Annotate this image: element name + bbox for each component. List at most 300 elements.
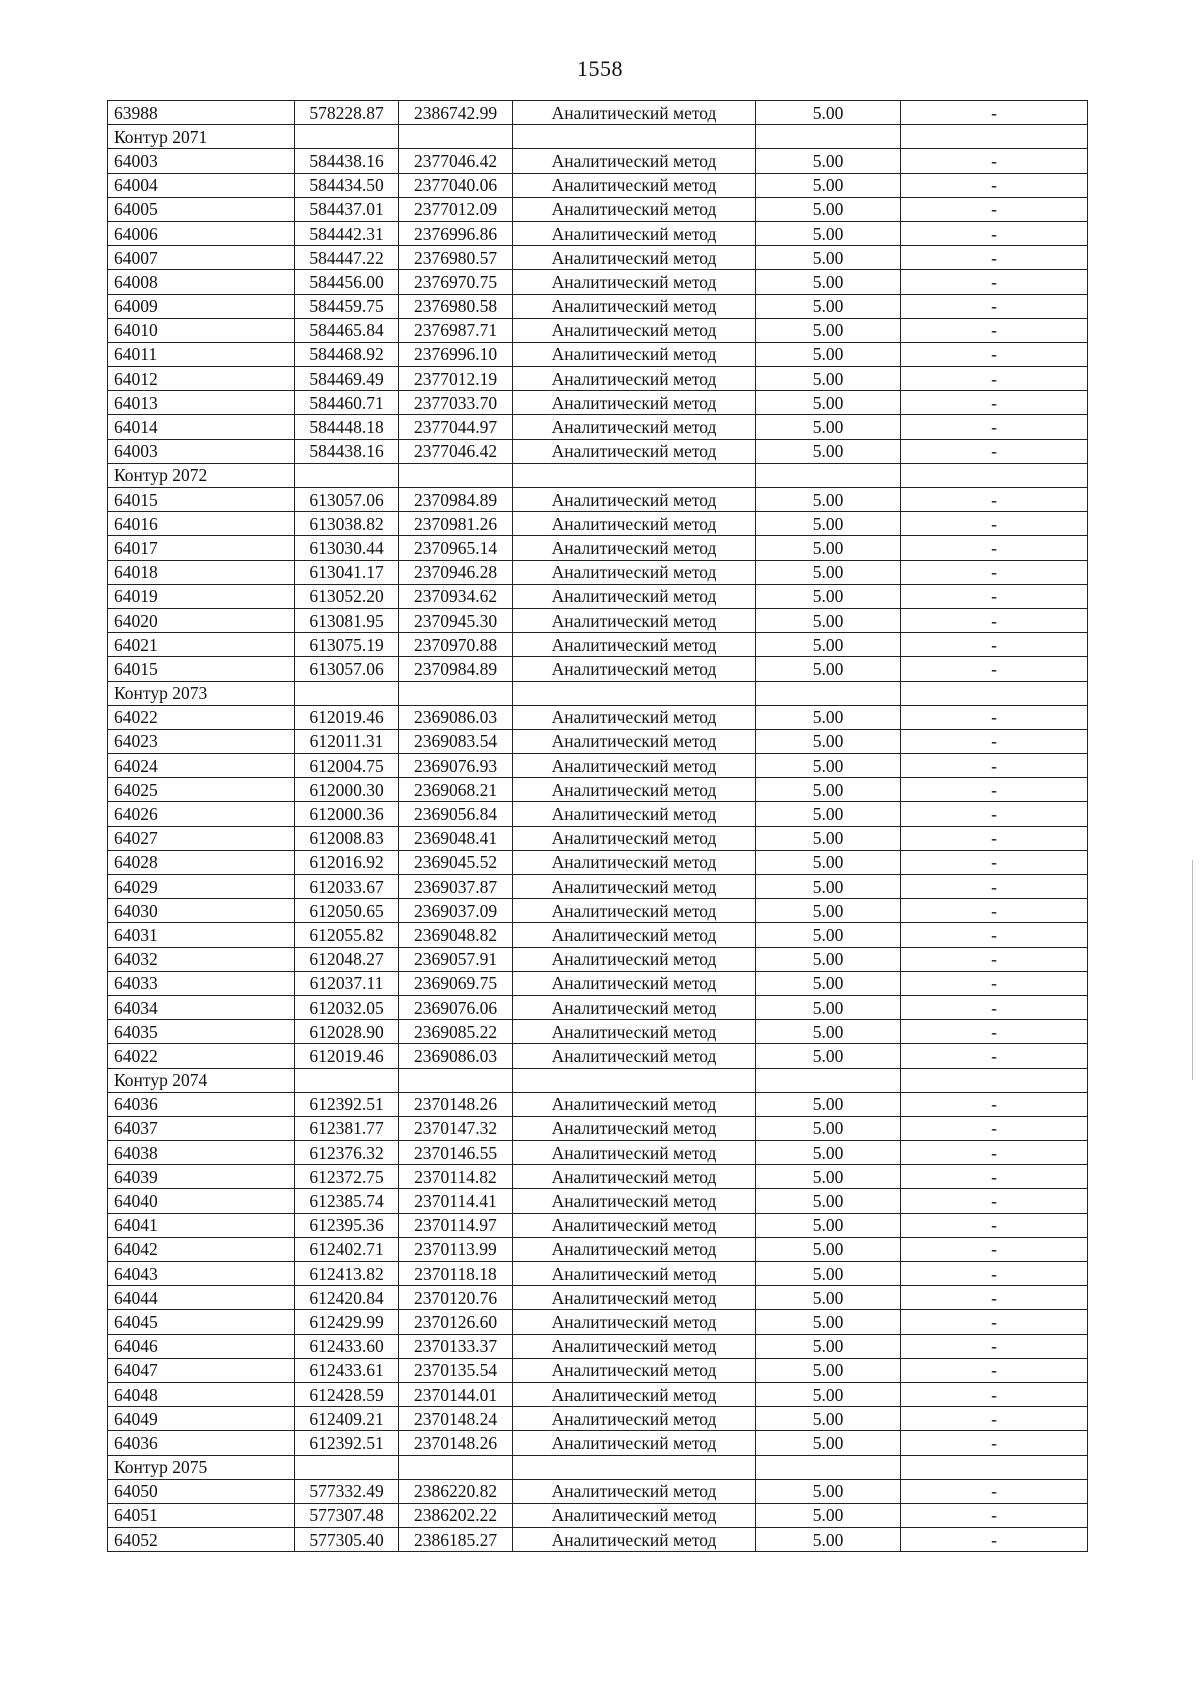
x-coordinate-cell: 612433.61 (295, 1358, 399, 1382)
table-row (108, 1044, 1088, 1068)
accuracy-cell: 5.00 (756, 221, 901, 245)
table-row (108, 1237, 1088, 1261)
table-row (108, 923, 1088, 947)
x-coordinate-cell: 612409.21 (295, 1407, 399, 1431)
y-coordinate-cell: 2377012.19 (399, 367, 513, 391)
accuracy-cell: 5.00 (756, 512, 901, 536)
accuracy-cell: 5.00 (756, 391, 901, 415)
contour-header-row (108, 1455, 1088, 1479)
note-cell: - (901, 1189, 1088, 1213)
table-row (108, 391, 1088, 415)
point-id-cell: 64015 (108, 488, 295, 512)
method-cell: Аналитический метод (513, 608, 756, 632)
accuracy-cell: 5.00 (756, 608, 901, 632)
accuracy-cell: 5.00 (756, 173, 901, 197)
point-id-cell: 64035 (108, 1020, 295, 1044)
accuracy-cell: 5.00 (756, 899, 901, 923)
table-row (108, 754, 1088, 778)
point-id-cell: 64027 (108, 826, 295, 850)
x-coordinate-cell: 612037.11 (295, 971, 399, 995)
point-id-cell: 64051 (108, 1503, 295, 1527)
method-cell: Аналитический метод (513, 1165, 756, 1189)
method-cell: Аналитический метод (513, 342, 756, 366)
empty-cell (756, 681, 901, 705)
empty-cell (756, 1068, 901, 1092)
y-coordinate-cell: 2370120.76 (399, 1286, 513, 1310)
page-number: 1558 (577, 56, 623, 81)
y-coordinate-cell: 2386202.22 (399, 1503, 513, 1527)
y-coordinate-cell: 2370118.18 (399, 1262, 513, 1286)
table-row (108, 536, 1088, 560)
empty-cell (295, 1068, 399, 1092)
empty-cell (901, 463, 1088, 487)
table-row (108, 1286, 1088, 1310)
x-coordinate-cell: 613075.19 (295, 633, 399, 657)
note-cell: - (901, 512, 1088, 536)
point-id-cell: 64004 (108, 173, 295, 197)
empty-cell (399, 1068, 513, 1092)
coordinates-table-container (107, 100, 1087, 1552)
x-coordinate-cell: 584434.50 (295, 173, 399, 197)
accuracy-cell: 5.00 (756, 1044, 901, 1068)
table-row (108, 875, 1088, 899)
accuracy-cell: 5.00 (756, 705, 901, 729)
y-coordinate-cell: 2369076.93 (399, 754, 513, 778)
x-coordinate-cell: 612000.30 (295, 778, 399, 802)
table-row (108, 488, 1088, 512)
point-id-cell: 64033 (108, 971, 295, 995)
x-coordinate-cell: 612000.36 (295, 802, 399, 826)
note-cell: - (901, 1237, 1088, 1261)
x-coordinate-cell: 584456.00 (295, 270, 399, 294)
method-cell: Аналитический метод (513, 657, 756, 681)
note-cell: - (901, 923, 1088, 947)
note-cell: - (901, 367, 1088, 391)
y-coordinate-cell: 2369085.22 (399, 1020, 513, 1044)
x-coordinate-cell: 584438.16 (295, 439, 399, 463)
point-id-cell: 64025 (108, 778, 295, 802)
method-cell: Аналитический метод (513, 1116, 756, 1140)
contour-header-row (108, 1068, 1088, 1092)
table-row (108, 342, 1088, 366)
note-cell: - (901, 754, 1088, 778)
y-coordinate-cell: 2370148.26 (399, 1431, 513, 1455)
accuracy-cell: 5.00 (756, 923, 901, 947)
empty-cell (513, 125, 756, 149)
point-id-cell: 64039 (108, 1165, 295, 1189)
method-cell: Аналитический метод (513, 754, 756, 778)
x-coordinate-cell: 613057.06 (295, 657, 399, 681)
table-row (108, 221, 1088, 245)
note-cell: - (901, 1092, 1088, 1116)
x-coordinate-cell: 612048.27 (295, 947, 399, 971)
point-id-cell: 64046 (108, 1334, 295, 1358)
table-row (108, 1358, 1088, 1382)
method-cell: Аналитический метод (513, 826, 756, 850)
accuracy-cell: 5.00 (756, 850, 901, 874)
note-cell: - (901, 947, 1088, 971)
accuracy-cell: 5.00 (756, 415, 901, 439)
empty-cell (399, 1455, 513, 1479)
x-coordinate-cell: 577332.49 (295, 1479, 399, 1503)
method-cell: Аналитический метод (513, 1407, 756, 1431)
table-row (108, 608, 1088, 632)
note-cell: - (901, 101, 1088, 125)
table-row (108, 1189, 1088, 1213)
note-cell: - (901, 729, 1088, 753)
table-row (108, 1116, 1088, 1140)
point-id-cell: 64012 (108, 367, 295, 391)
y-coordinate-cell: 2377033.70 (399, 391, 513, 415)
note-cell: - (901, 1431, 1088, 1455)
y-coordinate-cell: 2369048.82 (399, 923, 513, 947)
point-id-cell: 64042 (108, 1237, 295, 1261)
note-cell: - (901, 1407, 1088, 1431)
method-cell: Аналитический метод (513, 705, 756, 729)
contour-label: Контур 2073 (108, 681, 295, 705)
accuracy-cell: 5.00 (756, 875, 901, 899)
note-cell: - (901, 342, 1088, 366)
y-coordinate-cell: 2386742.99 (399, 101, 513, 125)
method-cell: Аналитический метод (513, 875, 756, 899)
x-coordinate-cell: 613081.95 (295, 608, 399, 632)
method-cell: Аналитический метод (513, 899, 756, 923)
empty-cell (756, 1455, 901, 1479)
point-id-cell: 64011 (108, 342, 295, 366)
x-coordinate-cell: 612433.60 (295, 1334, 399, 1358)
accuracy-cell: 5.00 (756, 1189, 901, 1213)
method-cell: Аналитический метод (513, 270, 756, 294)
point-id-cell: 64028 (108, 850, 295, 874)
y-coordinate-cell: 2370114.41 (399, 1189, 513, 1213)
point-id-cell: 64037 (108, 1116, 295, 1140)
method-cell: Аналитический метод (513, 367, 756, 391)
method-cell: Аналитический метод (513, 1189, 756, 1213)
method-cell: Аналитический метод (513, 1262, 756, 1286)
x-coordinate-cell: 612050.65 (295, 899, 399, 923)
method-cell: Аналитический метод (513, 294, 756, 318)
x-coordinate-cell: 612372.75 (295, 1165, 399, 1189)
method-cell: Аналитический метод (513, 1092, 756, 1116)
x-coordinate-cell: 612032.05 (295, 995, 399, 1019)
point-id-cell: 64017 (108, 536, 295, 560)
method-cell: Аналитический метод (513, 633, 756, 657)
accuracy-cell: 5.00 (756, 1479, 901, 1503)
table-row (108, 826, 1088, 850)
accuracy-cell: 5.00 (756, 1116, 901, 1140)
accuracy-cell: 5.00 (756, 1262, 901, 1286)
accuracy-cell: 5.00 (756, 439, 901, 463)
point-id-cell: 64029 (108, 875, 295, 899)
table-row (108, 197, 1088, 221)
method-cell: Аналитический метод (513, 512, 756, 536)
contour-header-row (108, 681, 1088, 705)
point-id-cell: 64032 (108, 947, 295, 971)
x-coordinate-cell: 612004.75 (295, 754, 399, 778)
method-cell: Аналитический метод (513, 246, 756, 270)
point-id-cell: 64047 (108, 1358, 295, 1382)
accuracy-cell: 5.00 (756, 1092, 901, 1116)
note-cell: - (901, 875, 1088, 899)
x-coordinate-cell: 584438.16 (295, 149, 399, 173)
empty-cell (295, 125, 399, 149)
note-cell: - (901, 1116, 1088, 1140)
empty-cell (295, 1455, 399, 1479)
accuracy-cell: 5.00 (756, 754, 901, 778)
y-coordinate-cell: 2377044.97 (399, 415, 513, 439)
point-id-cell: 64003 (108, 439, 295, 463)
y-coordinate-cell: 2376996.10 (399, 342, 513, 366)
contour-label: Контур 2071 (108, 125, 295, 149)
x-coordinate-cell: 612011.31 (295, 729, 399, 753)
accuracy-cell: 5.00 (756, 318, 901, 342)
x-coordinate-cell: 612413.82 (295, 1262, 399, 1286)
accuracy-cell: 5.00 (756, 826, 901, 850)
empty-cell (295, 463, 399, 487)
method-cell: Аналитический метод (513, 439, 756, 463)
accuracy-cell: 5.00 (756, 560, 901, 584)
method-cell: Аналитический метод (513, 391, 756, 415)
note-cell: - (901, 1334, 1088, 1358)
x-coordinate-cell: 577305.40 (295, 1528, 399, 1552)
empty-cell (513, 1455, 756, 1479)
x-coordinate-cell: 613030.44 (295, 536, 399, 560)
accuracy-cell: 5.00 (756, 657, 901, 681)
point-id-cell: 64020 (108, 608, 295, 632)
table-row (108, 1092, 1088, 1116)
point-id-cell: 64015 (108, 657, 295, 681)
method-cell: Аналитический метод (513, 1020, 756, 1044)
method-cell: Аналитический метод (513, 536, 756, 560)
y-coordinate-cell: 2370148.24 (399, 1407, 513, 1431)
point-id-cell: 64036 (108, 1092, 295, 1116)
accuracy-cell: 5.00 (756, 1334, 901, 1358)
y-coordinate-cell: 2377012.09 (399, 197, 513, 221)
note-cell: - (901, 391, 1088, 415)
x-coordinate-cell: 584465.84 (295, 318, 399, 342)
point-id-cell: 64026 (108, 802, 295, 826)
note-cell: - (901, 536, 1088, 560)
table-row (108, 995, 1088, 1019)
accuracy-cell: 5.00 (756, 197, 901, 221)
note-cell: - (901, 246, 1088, 270)
note-cell: - (901, 1310, 1088, 1334)
contour-header-row (108, 125, 1088, 149)
method-cell: Аналитический метод (513, 1528, 756, 1552)
y-coordinate-cell: 2369076.06 (399, 995, 513, 1019)
x-coordinate-cell: 612016.92 (295, 850, 399, 874)
note-cell: - (901, 802, 1088, 826)
point-id-cell: 64005 (108, 197, 295, 221)
empty-cell (399, 681, 513, 705)
method-cell: Аналитический метод (513, 995, 756, 1019)
note-cell: - (901, 318, 1088, 342)
x-coordinate-cell: 612385.74 (295, 1189, 399, 1213)
contour-label: Контур 2074 (108, 1068, 295, 1092)
x-coordinate-cell: 613052.20 (295, 584, 399, 608)
point-id-cell: 63988 (108, 101, 295, 125)
y-coordinate-cell: 2369069.75 (399, 971, 513, 995)
method-cell: Аналитический метод (513, 221, 756, 245)
point-id-cell: 64036 (108, 1431, 295, 1455)
point-id-cell: 64030 (108, 899, 295, 923)
y-coordinate-cell: 2370984.89 (399, 488, 513, 512)
accuracy-cell: 5.00 (756, 778, 901, 802)
note-cell: - (901, 1286, 1088, 1310)
y-coordinate-cell: 2370114.97 (399, 1213, 513, 1237)
x-coordinate-cell: 612019.46 (295, 705, 399, 729)
point-id-cell: 64048 (108, 1382, 295, 1406)
x-coordinate-cell: 612008.83 (295, 826, 399, 850)
y-coordinate-cell: 2377046.42 (399, 149, 513, 173)
note-cell: - (901, 560, 1088, 584)
note-cell: - (901, 149, 1088, 173)
y-coordinate-cell: 2377040.06 (399, 173, 513, 197)
accuracy-cell: 5.00 (756, 1213, 901, 1237)
method-cell: Аналитический метод (513, 1213, 756, 1237)
note-cell: - (901, 1213, 1088, 1237)
point-id-cell: 64018 (108, 560, 295, 584)
table-row (108, 778, 1088, 802)
y-coordinate-cell: 2369083.54 (399, 729, 513, 753)
x-coordinate-cell: 612392.51 (295, 1092, 399, 1116)
table-row (108, 1213, 1088, 1237)
point-id-cell: 64045 (108, 1310, 295, 1334)
accuracy-cell: 5.00 (756, 342, 901, 366)
point-id-cell: 64052 (108, 1528, 295, 1552)
note-cell: - (901, 1165, 1088, 1189)
y-coordinate-cell: 2370148.26 (399, 1092, 513, 1116)
table-row (108, 415, 1088, 439)
table-row (108, 560, 1088, 584)
method-cell: Аналитический метод (513, 560, 756, 584)
accuracy-cell: 5.00 (756, 1020, 901, 1044)
table-row (108, 1165, 1088, 1189)
accuracy-cell: 5.00 (756, 149, 901, 173)
y-coordinate-cell: 2369086.03 (399, 1044, 513, 1068)
table-row (108, 101, 1088, 125)
point-id-cell: 64013 (108, 391, 295, 415)
x-coordinate-cell: 584469.49 (295, 367, 399, 391)
point-id-cell: 64031 (108, 923, 295, 947)
note-cell: - (901, 995, 1088, 1019)
accuracy-cell: 5.00 (756, 1528, 901, 1552)
method-cell: Аналитический метод (513, 850, 756, 874)
x-coordinate-cell: 584437.01 (295, 197, 399, 221)
y-coordinate-cell: 2370981.26 (399, 512, 513, 536)
table-row (108, 1382, 1088, 1406)
point-id-cell: 64007 (108, 246, 295, 270)
accuracy-cell: 5.00 (756, 246, 901, 270)
point-id-cell: 64014 (108, 415, 295, 439)
note-cell: - (901, 826, 1088, 850)
y-coordinate-cell: 2369037.09 (399, 899, 513, 923)
accuracy-cell: 5.00 (756, 1431, 901, 1455)
y-coordinate-cell: 2370965.14 (399, 536, 513, 560)
coordinates-table (107, 100, 1088, 1552)
point-id-cell: 64009 (108, 294, 295, 318)
x-coordinate-cell: 612376.32 (295, 1141, 399, 1165)
point-id-cell: 64022 (108, 1044, 295, 1068)
y-coordinate-cell: 2370113.99 (399, 1237, 513, 1261)
note-cell: - (901, 584, 1088, 608)
y-coordinate-cell: 2369045.52 (399, 850, 513, 874)
accuracy-cell: 5.00 (756, 1358, 901, 1382)
note-cell: - (901, 705, 1088, 729)
accuracy-cell: 5.00 (756, 488, 901, 512)
x-coordinate-cell: 612055.82 (295, 923, 399, 947)
table-row (108, 850, 1088, 874)
point-id-cell: 64041 (108, 1213, 295, 1237)
x-coordinate-cell: 613041.17 (295, 560, 399, 584)
x-coordinate-cell: 612033.67 (295, 875, 399, 899)
note-cell: - (901, 488, 1088, 512)
accuracy-cell: 5.00 (756, 802, 901, 826)
method-cell: Аналитический метод (513, 1286, 756, 1310)
y-coordinate-cell: 2370984.89 (399, 657, 513, 681)
contour-label: Контур 2072 (108, 463, 295, 487)
y-coordinate-cell: 2370147.32 (399, 1116, 513, 1140)
accuracy-cell: 5.00 (756, 947, 901, 971)
x-coordinate-cell: 577307.48 (295, 1503, 399, 1527)
table-row (108, 1503, 1088, 1527)
table-row (108, 705, 1088, 729)
accuracy-cell: 5.00 (756, 1165, 901, 1189)
accuracy-cell: 5.00 (756, 367, 901, 391)
y-coordinate-cell: 2376987.71 (399, 318, 513, 342)
accuracy-cell: 5.00 (756, 1237, 901, 1261)
point-id-cell: 64006 (108, 221, 295, 245)
y-coordinate-cell: 2376980.58 (399, 294, 513, 318)
method-cell: Аналитический метод (513, 1382, 756, 1406)
accuracy-cell: 5.00 (756, 1503, 901, 1527)
x-coordinate-cell: 584447.22 (295, 246, 399, 270)
y-coordinate-cell: 2370934.62 (399, 584, 513, 608)
method-cell: Аналитический метод (513, 149, 756, 173)
method-cell: Аналитический метод (513, 1503, 756, 1527)
note-cell: - (901, 1020, 1088, 1044)
note-cell: - (901, 1141, 1088, 1165)
table-row (108, 1528, 1088, 1552)
point-id-cell: 64024 (108, 754, 295, 778)
note-cell: - (901, 173, 1088, 197)
empty-cell (901, 125, 1088, 149)
table-row (108, 1407, 1088, 1431)
y-coordinate-cell: 2370146.55 (399, 1141, 513, 1165)
y-coordinate-cell: 2376980.57 (399, 246, 513, 270)
note-cell: - (901, 221, 1088, 245)
contour-label: Контур 2075 (108, 1455, 295, 1479)
method-cell: Аналитический метод (513, 971, 756, 995)
empty-cell (901, 1068, 1088, 1092)
x-coordinate-cell: 612429.99 (295, 1310, 399, 1334)
note-cell: - (901, 899, 1088, 923)
x-coordinate-cell: 612420.84 (295, 1286, 399, 1310)
method-cell: Аналитический метод (513, 1044, 756, 1068)
x-coordinate-cell: 612392.51 (295, 1431, 399, 1455)
point-id-cell: 64034 (108, 995, 295, 1019)
table-row (108, 1020, 1088, 1044)
method-cell: Аналитический метод (513, 415, 756, 439)
empty-cell (756, 125, 901, 149)
method-cell: Аналитический метод (513, 488, 756, 512)
note-cell: - (901, 1503, 1088, 1527)
y-coordinate-cell: 2376996.86 (399, 221, 513, 245)
empty-cell (901, 681, 1088, 705)
empty-cell (513, 681, 756, 705)
x-coordinate-cell: 584448.18 (295, 415, 399, 439)
point-id-cell: 64003 (108, 149, 295, 173)
